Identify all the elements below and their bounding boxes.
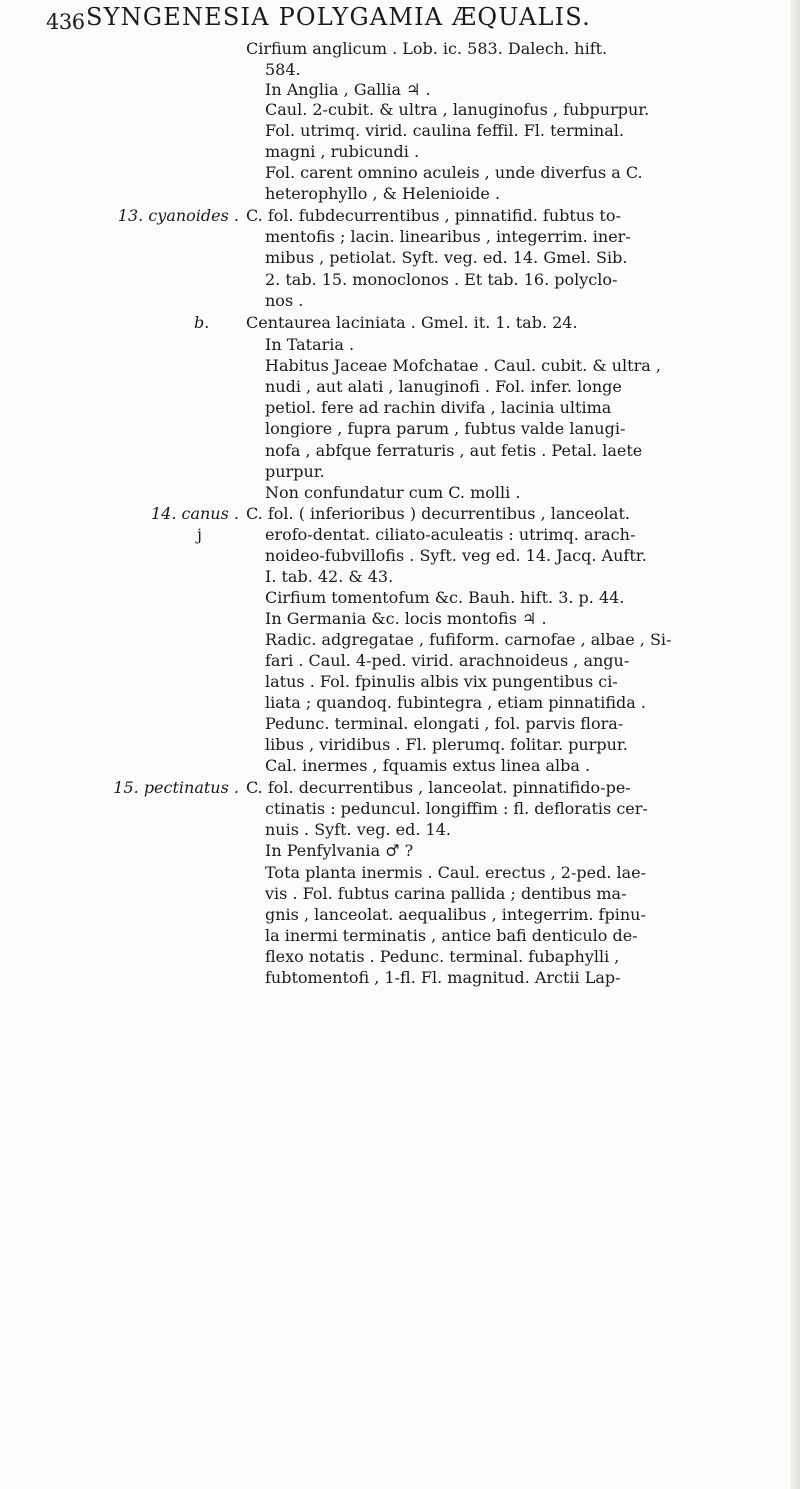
line-text: Centaurea laciniata . Gmel. it. 1. tab. 24. xyxy=(246,313,578,332)
text-line xyxy=(14,524,635,545)
text-line xyxy=(14,397,611,418)
line-text: C. fol. ( inferioribus ) decurrentibus , lanceolat. xyxy=(246,504,630,523)
line-text: heterophyllo , & Helenioide . xyxy=(265,184,501,203)
text-line xyxy=(14,376,622,397)
line-text: latus . Fol. fpinulis albis vix pungentibus ci- xyxy=(265,672,618,691)
line-text: In Tataria . xyxy=(265,335,355,354)
text-line xyxy=(14,141,419,162)
text-line xyxy=(14,650,629,671)
line-text: In Germania &c. locis montofis ♃ . xyxy=(265,609,547,628)
line-text: Caul. 2-cubit. & ultra , lanuginofus , fubpurpur. xyxy=(265,100,650,119)
text-line xyxy=(14,587,624,608)
text-line xyxy=(14,608,547,629)
line-text: nofa , abfque ferraturis , aut fetis . Petal. laete xyxy=(265,441,643,460)
text-line xyxy=(14,692,646,713)
line-text: In Penfylvania ♂ ? xyxy=(265,841,414,860)
line-text: Fol. utrimq. virid. caulina feffil. Fl. terminal. xyxy=(265,121,624,140)
line-text: magni , rubicundi . xyxy=(265,142,420,161)
line-text: 2. tab. 15. monoclonos . Et tab. 16. polyclo- xyxy=(265,270,618,289)
text-line xyxy=(14,418,625,439)
text-line xyxy=(14,79,431,100)
line-text: petiol. fere ad rachin divifa , lacinia ultima xyxy=(265,398,612,417)
line-text: Pedunc. terminal. elongati , fol. parvis flora- xyxy=(265,714,624,733)
text-line xyxy=(14,862,646,883)
page-number: 436 xyxy=(46,10,85,34)
text-line xyxy=(14,777,631,798)
species-label: 13. cyanoides . xyxy=(117,206,239,225)
line-text: liata ; quandoq. fubintegra , etiam pinnatifida . xyxy=(265,693,646,712)
line-text: Habitus Jaceae Mofchatae . Caul. cubit. & ultra , xyxy=(265,356,661,375)
text-line xyxy=(14,819,451,840)
species-label: b. xyxy=(194,313,210,332)
page-edge xyxy=(790,0,800,1489)
species-label: 15. pectinatus . xyxy=(113,778,239,797)
line-text: libus , viridibus . Fl. plerumq. folitar. purpur. xyxy=(265,735,628,754)
line-text: C. fol. fubdecurrentibus , pinnatifid. fubtus to- xyxy=(246,206,621,225)
text-line xyxy=(14,59,301,80)
text-line xyxy=(14,946,619,967)
species-label: 14. canus . xyxy=(150,504,239,523)
text-line xyxy=(14,798,648,819)
line-text: la inermi terminatis , antice bafi denticulo de- xyxy=(265,926,638,945)
text-line xyxy=(14,734,628,755)
text-line xyxy=(14,162,643,183)
line-text: nuis . Syft. veg. ed. 14. xyxy=(265,820,451,839)
line-text: erofo-dentat. ciliato-aculeatis : utrimq. arach- xyxy=(265,525,636,544)
text-line xyxy=(14,99,649,120)
text-line xyxy=(14,840,413,861)
line-text: Fol. carent omnino aculeis , unde diverfus a C. xyxy=(265,163,643,182)
text-line xyxy=(14,183,500,204)
text-line xyxy=(14,205,621,226)
text-line xyxy=(14,904,646,925)
text-line xyxy=(14,290,303,311)
text-line xyxy=(14,566,393,587)
line-text: mentofis ; lacin. linearibus , integerrim. iner- xyxy=(265,227,631,246)
line-text: Cirfium anglicum . Lob. ic. 583. Dalech. hift. xyxy=(246,39,608,58)
text-line xyxy=(14,312,578,333)
line-text: ctinatis : peduncul. longiffim : fl. defloratis cer- xyxy=(265,799,648,818)
text-line xyxy=(14,247,627,268)
text-line xyxy=(14,545,647,566)
running-head: SYNGENESIA POLYGAMIA ÆQUALIS. xyxy=(86,3,591,31)
line-text: In Anglia , Gallia ♃ . xyxy=(265,80,431,99)
text-line xyxy=(14,755,590,776)
line-text: C. fol. decurrentibus , lanceolat. pinnatifido-pe- xyxy=(246,778,631,797)
text-line xyxy=(14,120,624,141)
line-text: Radic. adgregatae , fufiform. carnofae , albae , Si- xyxy=(265,630,672,649)
text-line xyxy=(14,883,626,904)
text-line xyxy=(14,967,621,988)
text-line xyxy=(14,925,638,946)
text-line xyxy=(14,671,618,692)
text-line xyxy=(14,355,661,376)
line-text: noideo-fubvillofis . Syft. veg ed. 14. Jacq. Auftr. xyxy=(265,546,647,565)
text-line xyxy=(14,38,607,59)
line-text: nudi , aut alati , lanuginofi . Fol. infer. longe xyxy=(265,377,622,396)
text-line xyxy=(14,226,631,247)
text-line xyxy=(14,629,671,650)
line-text: Cirfium tomentofum &c. Bauh. hift. 3. p. 44. xyxy=(265,588,625,607)
text-line xyxy=(14,482,520,503)
text-line xyxy=(14,440,642,461)
line-text: flexo notatis . Pedunc. terminal. fubaphylli , xyxy=(265,947,620,966)
line-text: nos . xyxy=(265,291,304,310)
page-header xyxy=(46,0,786,36)
line-text: mibus , petiolat. Syft. veg. ed. 14. Gmel. Sib. xyxy=(265,248,628,267)
text-line xyxy=(14,461,325,482)
text-line xyxy=(14,269,617,290)
line-text: Non confundatur cum C. molli . xyxy=(265,483,521,502)
line-text: longiore , fupra parum , fubtus valde lanugi- xyxy=(265,419,626,438)
line-text: fari . Caul. 4-ped. virid. arachnoideus , angu- xyxy=(265,651,630,670)
line-text: purpur. xyxy=(265,462,325,481)
text-line xyxy=(14,713,623,734)
line-text: gnis , lanceolat. aequalibus , integerrim. fpinu- xyxy=(265,905,646,924)
line-text: Tota planta inermis . Caul. erectus , 2-ped. lae- xyxy=(265,863,647,882)
text-line xyxy=(14,334,354,355)
line-text: vis . Fol. fubtus carina pallida ; dentibus ma- xyxy=(265,884,627,903)
line-text: Cal. inermes , fquamis extus linea alba . xyxy=(265,756,591,775)
text-line xyxy=(14,503,630,524)
species-label: j xyxy=(197,525,202,544)
line-text: I. tab. 42. & 43. xyxy=(265,567,394,586)
line-text: fubtomentofi , 1-fl. Fl. magnitud. Arctii Lap- xyxy=(265,968,621,987)
line-text: 584. xyxy=(265,60,301,79)
